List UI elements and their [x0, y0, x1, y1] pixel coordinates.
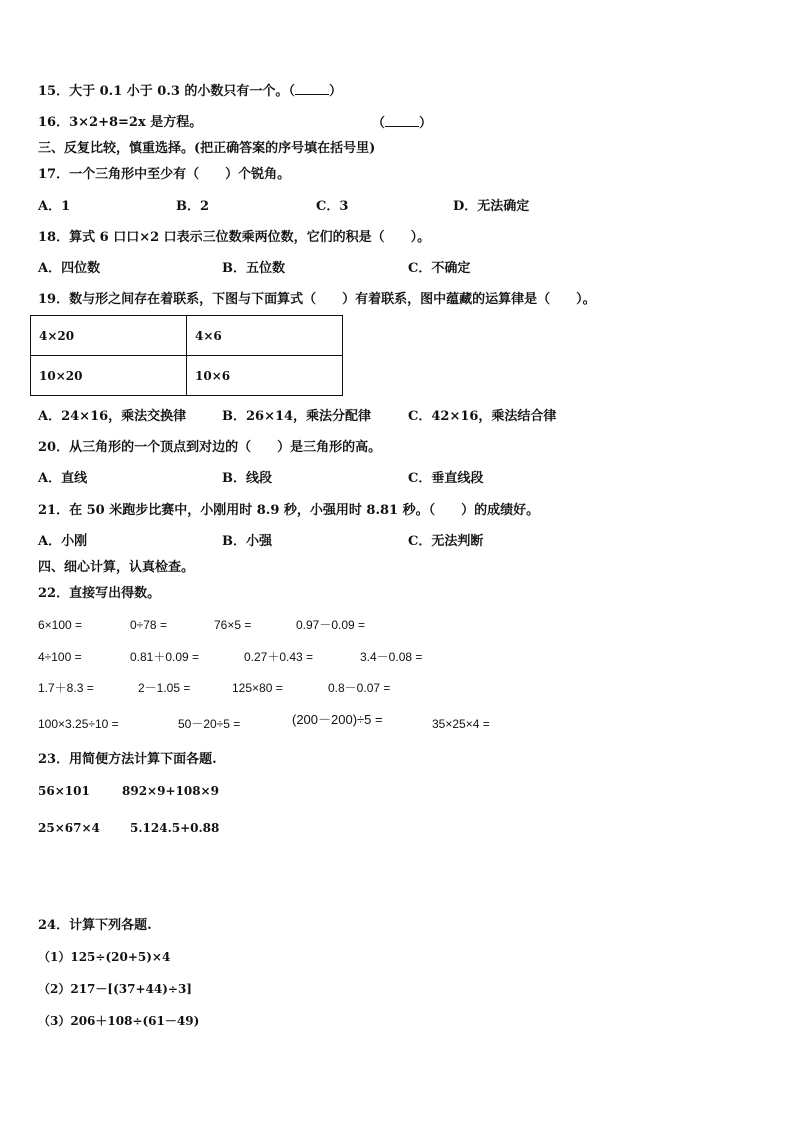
calc-item: 76×5 = — [214, 618, 252, 632]
option-17-b[interactable]: B．2 — [176, 199, 210, 214]
option-21-b[interactable]: B．小强 — [222, 534, 272, 549]
question-16-answer — [372, 115, 432, 132]
calc-item: 6×100 = — [38, 618, 83, 632]
calc-item: 56×101 — [38, 784, 90, 798]
option-20-b[interactable]: B．线段 — [222, 471, 272, 486]
section-3-heading: 三、反复比较，慎重选择。(把正确答案的序号填在括号里) — [38, 141, 376, 156]
calc-item: 35×25×4 = — [432, 717, 490, 731]
table-cell: 10×20 — [31, 356, 187, 396]
calc-item: 0.81＋0.09 = — [130, 650, 200, 664]
option-19-c[interactable]: C．42×16，乘法结合律 — [408, 409, 557, 424]
calc-item: （1）125÷(20+5)×4 — [38, 950, 171, 964]
option-17-c[interactable]: C．3 — [316, 199, 349, 214]
calc-item: 125×80 = — [232, 681, 283, 695]
option-21-c[interactable]: C．无法判断 — [408, 534, 484, 549]
option-19-a[interactable]: A．24×16，乘法交换律 — [38, 409, 187, 424]
calc-item: 0÷78 = — [130, 618, 167, 632]
section-4-heading: 四、细心计算，认真检查。 — [38, 560, 195, 575]
answer-paren-close: ） — [328, 84, 342, 99]
calc-item: 3.4－0.08 = — [360, 650, 423, 664]
table-cell: 4×20 — [31, 316, 187, 356]
option-20-c[interactable]: C．垂直线段 — [408, 471, 484, 486]
option-17-d[interactable]: D．无法确定 — [453, 199, 530, 214]
calc-item: 4÷100 = — [38, 650, 82, 664]
option-17-a[interactable]: A．1 — [38, 199, 71, 214]
option-18-b[interactable]: B．五位数 — [222, 261, 285, 276]
calc-item: 2－1.05 = — [138, 681, 191, 695]
question-23-text: 23．用简便方法计算下面各题. — [38, 752, 217, 767]
answer-paren-close: ） — [419, 116, 433, 131]
question-16 — [38, 115, 202, 131]
option-19-b[interactable]: B．26×14，乘法分配律 — [222, 409, 372, 424]
option-18-c[interactable]: C．不确定 — [408, 261, 471, 276]
question-21-text: 21．在 50 米跑步比赛中，小刚用时 8.9 秒，小强用时 8.81 秒。（ ）的成绩好。 — [38, 503, 540, 518]
calc-item: 100×3.25÷10 = — [38, 717, 119, 731]
question-20-text: 20．从三角形的一个顶点到对边的（ ）是三角形的高。 — [38, 440, 382, 455]
calc-item: 1.7＋8.3 = — [38, 681, 94, 695]
answer-blank[interactable] — [385, 115, 419, 127]
calc-item: 0.97－0.09 = — [296, 618, 366, 632]
question-24-text: 24．计算下列各题. — [38, 918, 152, 933]
question-19-text: 19．数与形之间存在着联系，下图与下面算式（ ）有着联系，图中蕴藏的运算律是（ ）。 — [38, 292, 596, 307]
calc-item: （2）217－[(37+44)÷3] — [38, 982, 192, 996]
calc-item: 5.124.5+0.88 — [130, 821, 220, 835]
question-22-text: 22．直接写出得数。 — [38, 586, 161, 601]
answer-blank[interactable] — [295, 83, 329, 95]
option-20-a[interactable]: A．直线 — [38, 471, 88, 486]
table-row — [31, 316, 343, 356]
question-15 — [38, 83, 342, 100]
calc-item: 0.27＋0.43 = — [244, 650, 314, 664]
calc-item: (200－200)÷5 = — [292, 712, 383, 727]
question-16-text: 16．3×2+8=2x 是方程。 — [38, 115, 203, 130]
option-21-a[interactable]: A．小刚 — [38, 534, 88, 549]
calc-item: 0.8－0.07 = — [328, 681, 391, 695]
question-18-text: 18．算式 6 口口×2 口表示三位数乘两位数，它们的积是（ ）。 — [38, 230, 431, 245]
calc-item: 50－20÷5 = — [178, 717, 241, 731]
answer-paren-open: （ — [288, 84, 295, 99]
question-15-text: 15．大于 0.1 小于 0.3 的小数只有一个。 — [38, 84, 289, 99]
question-17-text: 17．一个三角形中至少有（ ）个锐角。 — [38, 167, 291, 182]
table-cell: 10×6 — [187, 356, 343, 396]
table-row — [31, 356, 343, 396]
calc-item: 892×9+108×9 — [122, 784, 219, 798]
calc-item: （3）206＋108÷(61－49) — [38, 1014, 200, 1028]
answer-paren-open: （ — [372, 116, 386, 131]
calc-item: 25×67×4 — [38, 821, 100, 835]
table-cell: 4×6 — [187, 316, 343, 356]
area-model-table — [30, 315, 343, 396]
option-18-a[interactable]: A．四位数 — [38, 261, 101, 276]
